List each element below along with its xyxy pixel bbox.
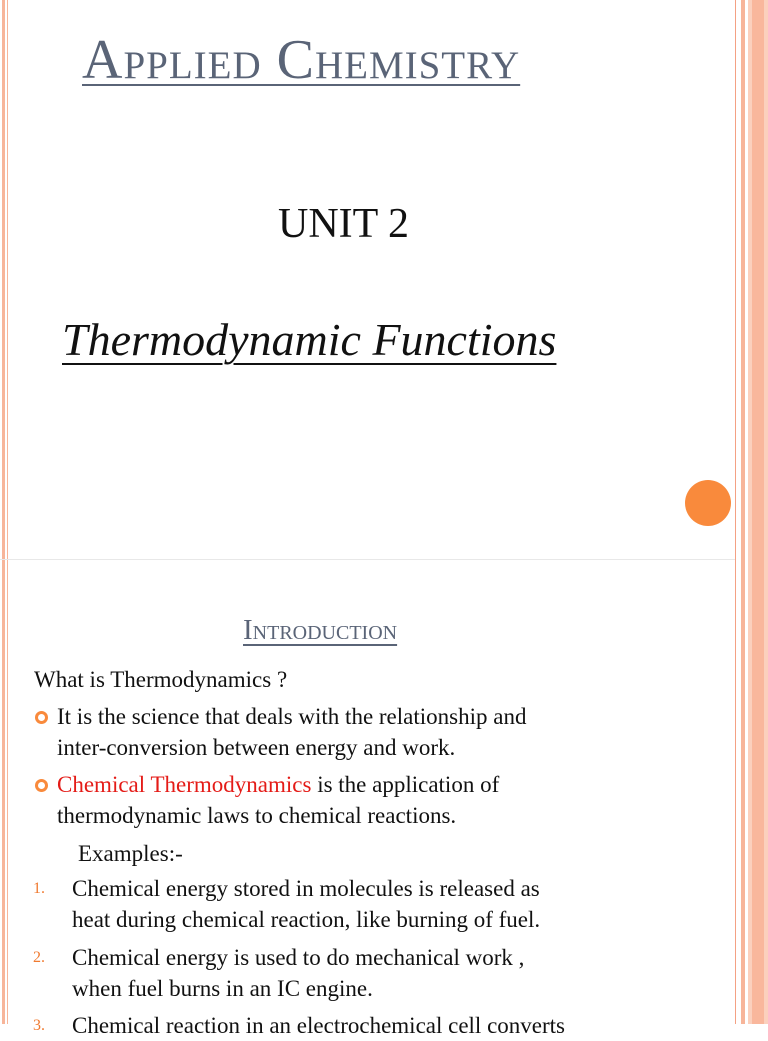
left-border-line <box>2 0 5 1024</box>
highlight-term: Chemical Thermodynamics <box>57 772 312 797</box>
example1-line1: Chemical energy stored in molecules is released as <box>72 876 540 901</box>
bullet-ring-icon <box>35 711 48 724</box>
slide-title: Applied Chemistry <box>82 29 521 91</box>
right-border-band-inner <box>752 0 764 1024</box>
example-number: 2. <box>33 949 45 966</box>
example-number: 1. <box>33 880 45 897</box>
example2-line2: when fuel burns in an IC engine. <box>72 976 373 1001</box>
bullet2-rest: is the application of <box>311 772 500 797</box>
example-number: 3. <box>33 1017 45 1034</box>
bullet-ring-icon <box>35 779 48 792</box>
bullet1-line2: inter-conversion between energy and work. <box>57 735 456 760</box>
right-border-line <box>735 0 736 1024</box>
slide-divider <box>0 559 735 560</box>
left-border-line-thin <box>7 0 8 1024</box>
bullet2-line1 <box>57 769 499 800</box>
slide-subtitle: Thermodynamic Functions <box>62 314 557 365</box>
bullet1-line1: It is the science that deals with the relationship and <box>57 704 527 729</box>
section-heading: Introduction <box>243 614 398 646</box>
example2-line1: Chemical energy is used to do mechanical work , <box>72 945 525 970</box>
examples-label: Examples:- <box>78 841 183 866</box>
question-text: What is Thermodynamics ? <box>34 667 288 692</box>
right-border-stripe <box>741 0 745 1024</box>
bullet2-line2: thermodynamic laws to chemical reactions. <box>57 803 457 828</box>
unit-label: UNIT 2 <box>278 201 410 247</box>
example3-line1: Chemical reaction in an electrochemical cell converts <box>72 1013 565 1038</box>
example1-line2: heat during chemical reaction, like burning of fuel. <box>72 907 541 932</box>
orange-circle-decoration <box>685 480 731 526</box>
